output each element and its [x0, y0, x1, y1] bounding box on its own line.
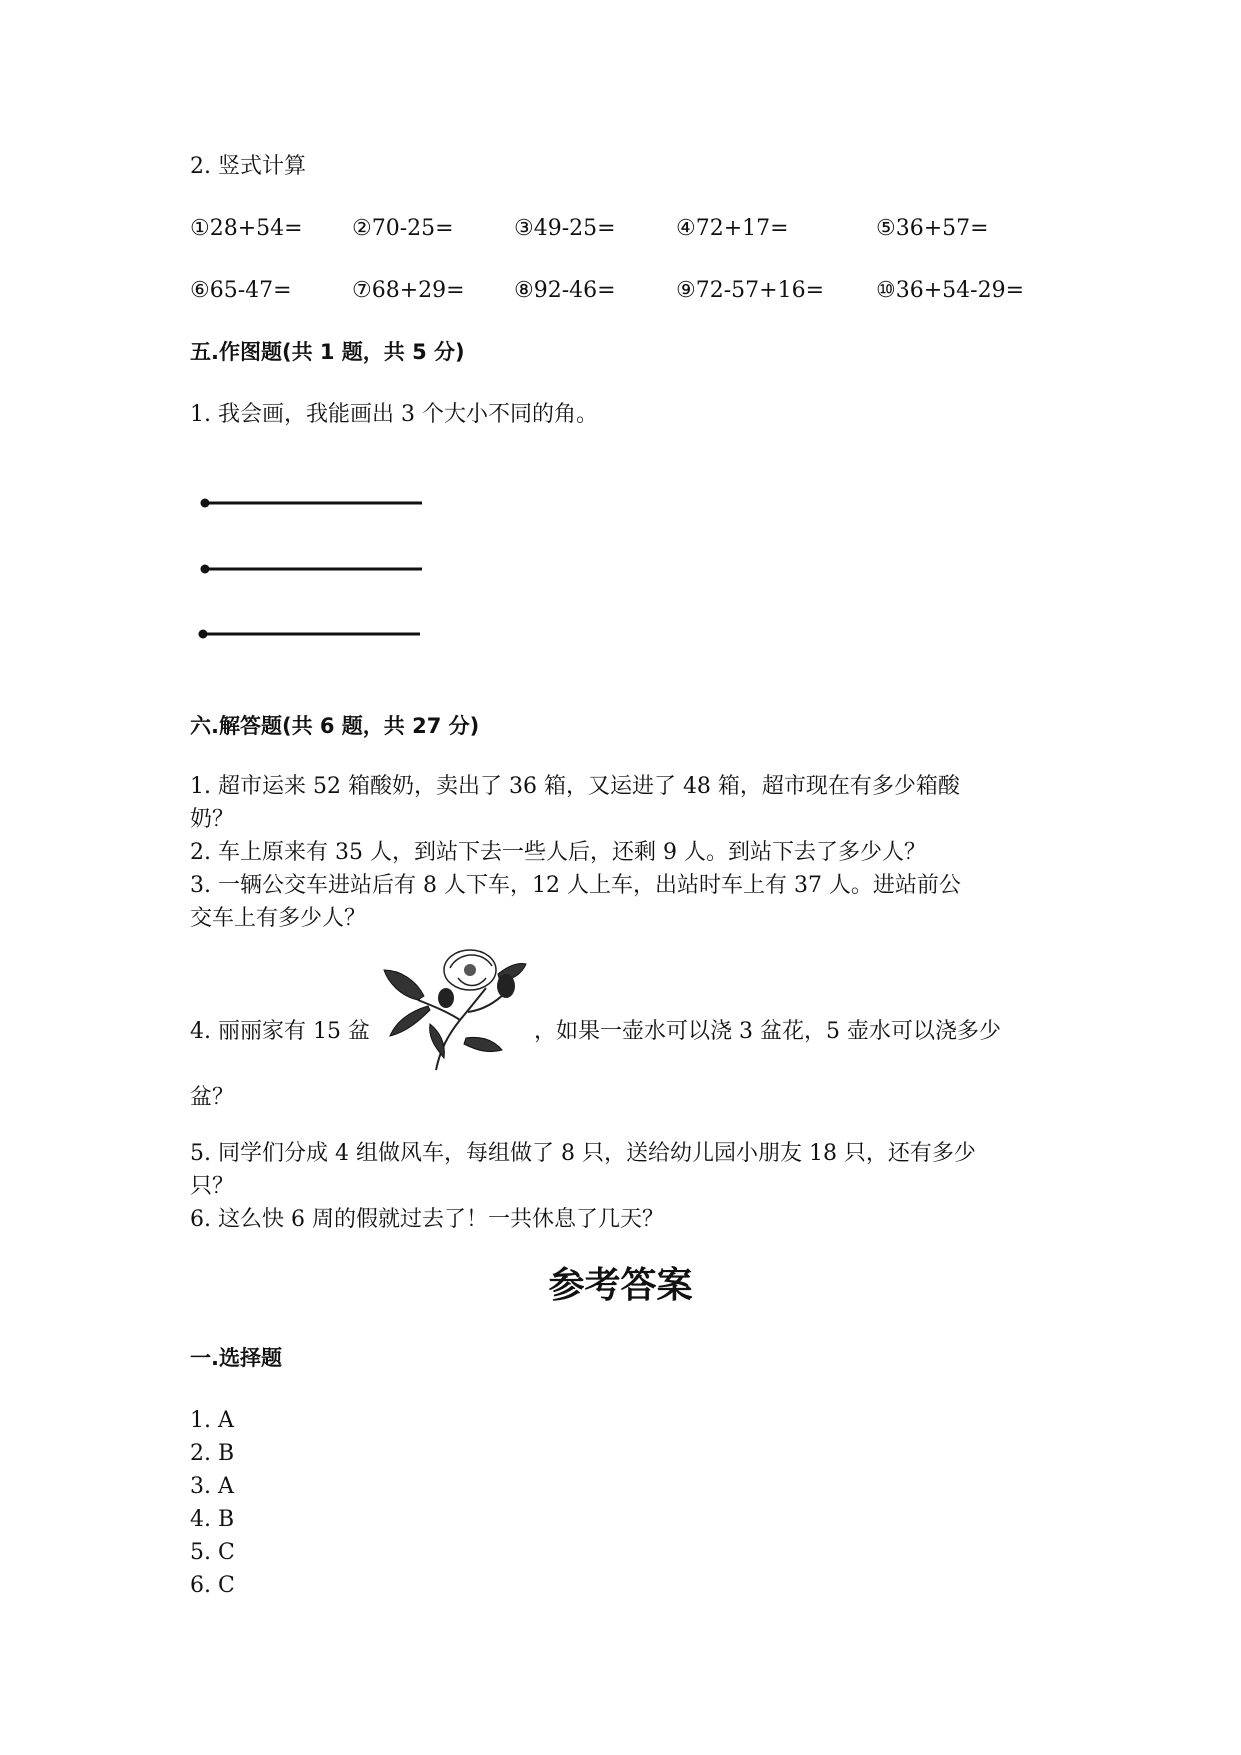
calc-item: ⑧92-46=	[514, 278, 616, 303]
section6-q3-line2: 交车上有多少人？	[190, 906, 367, 931]
section6-q6: 6. 这么快 6 周的假就过去了！一共休息了几天？	[190, 1207, 664, 1232]
section6-q5-line1: 5. 同学们分成 4 组做风车，每组做了 8 只，送给幼儿园小朋友 18 只，还有多少	[190, 1141, 976, 1166]
calc-item: ②70-25=	[352, 216, 454, 241]
calc-row-2	[190, 274, 1090, 307]
answer-item: 6. C	[190, 1573, 235, 1598]
section6-q2: 2. 车上原来有 35 人，到站下去一些人后，还剩 9 人。到站下去了多少人？	[190, 840, 926, 865]
answers-title: 参考答案	[548, 1265, 693, 1306]
answer-item: 1. A	[190, 1408, 234, 1433]
answer-item: 5. C	[190, 1540, 235, 1565]
section5-heading: 五.作图题(共 1 题，共 5 分)	[190, 340, 465, 364]
answers-section1-heading: 一.选择题	[190, 1346, 282, 1370]
calc-item: ④72+17=	[676, 216, 789, 241]
section6-q1-line1: 1. 超市运来 52 箱酸奶，卖出了 36 箱，又运进了 48 箱，超市现在有多少箱酸	[190, 774, 960, 799]
section6-heading: 六.解答题(共 6 题，共 27 分)	[190, 714, 480, 738]
calc-item: ⑥65-47=	[190, 278, 292, 303]
section5-q1: 1. 我会画，我能画出 3 个大小不同的角。	[190, 402, 598, 427]
flower-picture	[378, 940, 528, 1075]
ray-3	[199, 630, 421, 639]
answer-item: 3. A	[190, 1474, 234, 1499]
section6-q4-part2: ，如果一壶水可以浇 3 盆花，5 壶水可以浇多少	[534, 1019, 1001, 1044]
calc-item: ⑩36+54-29=	[876, 278, 1025, 303]
calc-item: ①28+54=	[190, 216, 303, 241]
section6-q4-part1: 4. 丽丽家有 15 盆	[190, 1019, 370, 1044]
section6-q4-line2: 盆？	[190, 1085, 235, 1110]
section6-q3-line1: 3. 一辆公交车进站后有 8 人下车，12 人上车，出站时车上有 37 人。进站前公	[190, 873, 961, 898]
calc-item: ③49-25=	[514, 216, 616, 241]
calc-item: ⑤36+57=	[876, 216, 989, 241]
calc-row-1	[190, 212, 1090, 245]
answer-item: 4. B	[190, 1507, 235, 1532]
calc-item: ⑦68+29=	[352, 278, 465, 303]
ray-2	[201, 565, 423, 574]
section6-q5-line2: 只？	[190, 1174, 235, 1199]
vertical-calc-heading: 2. 竖式计算	[190, 154, 306, 179]
answer-item: 2. B	[190, 1441, 235, 1466]
ray-1	[201, 499, 423, 508]
section6-q1-line2: 奶？	[190, 807, 235, 832]
calc-item: ⑨72-57+16=	[676, 278, 825, 303]
angle-rays-figure	[198, 488, 438, 648]
